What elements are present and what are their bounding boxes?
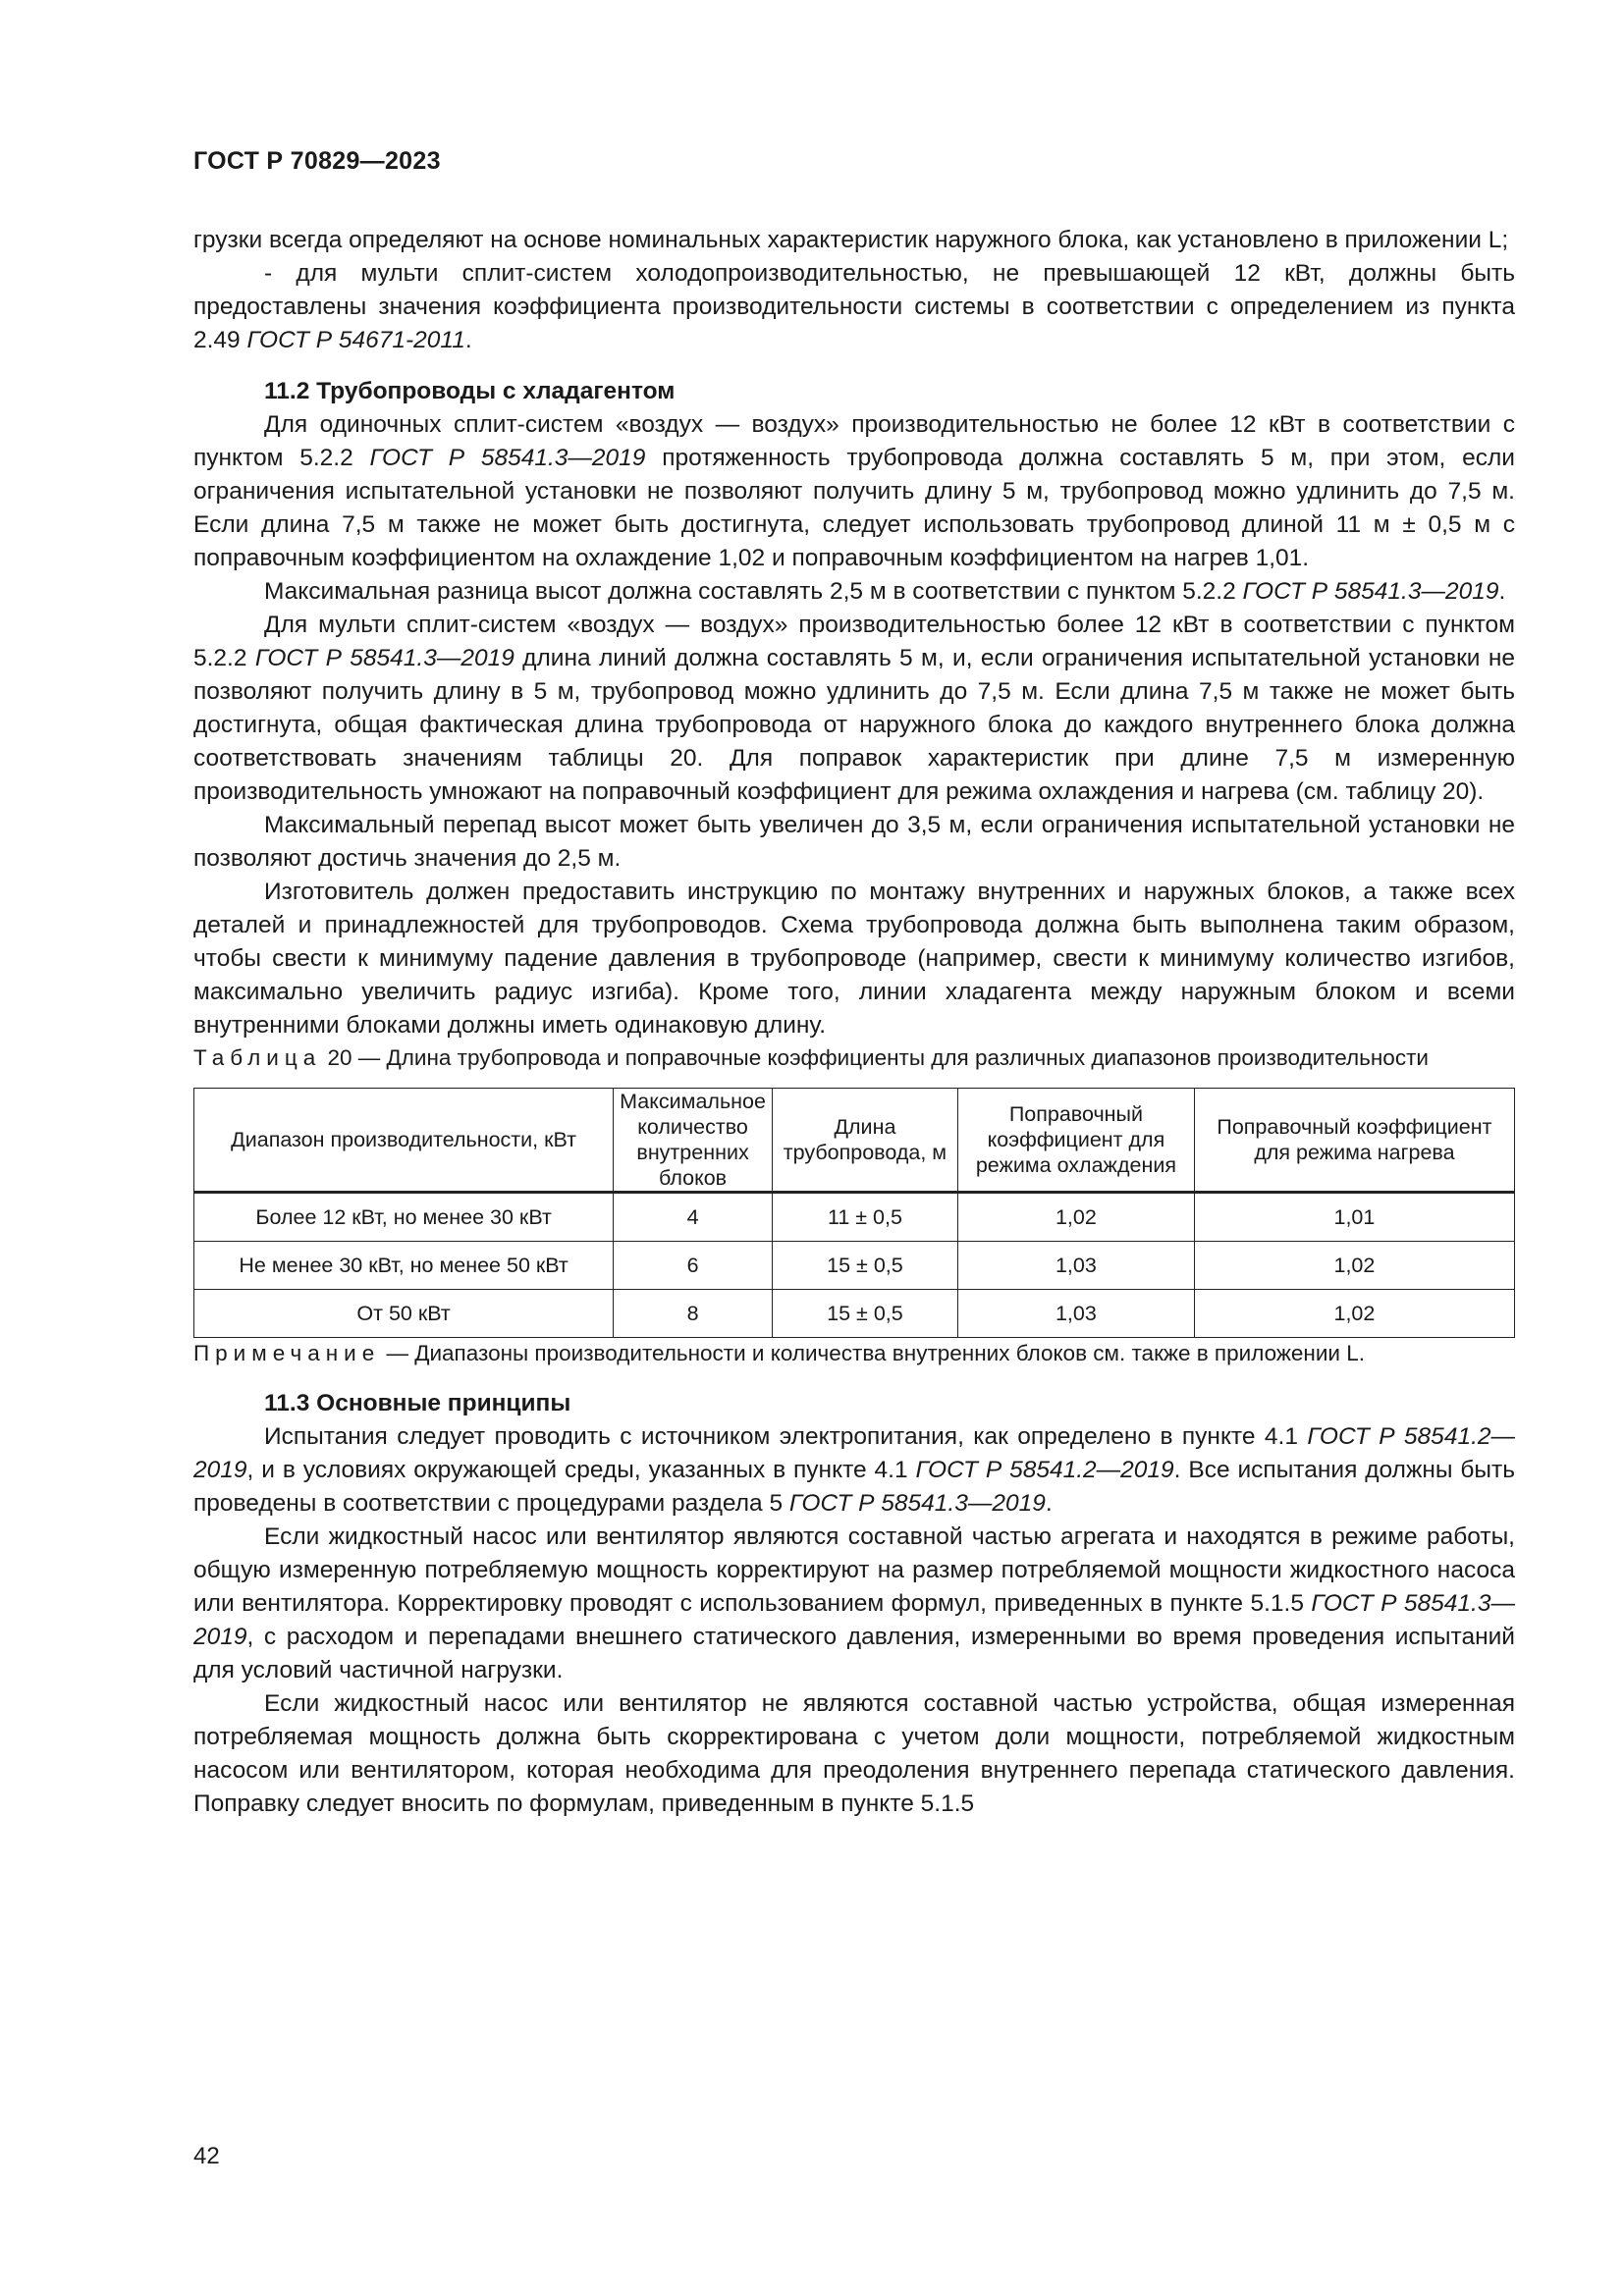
table-row (194, 1290, 1515, 1338)
table-cell: 11 ± 0,5 (772, 1193, 957, 1242)
table-cell: 1,01 (1194, 1193, 1514, 1242)
table-caption-text: 20 — Длина трубопровода и поправочные коэффициенты для различных диапазонов производительности (321, 1045, 1429, 1070)
paragraph (193, 257, 1515, 357)
document-header: ГОСТ Р 70829—2023 (193, 147, 441, 175)
table-cell: Более 12 кВт, но менее 30 кВт (194, 1193, 614, 1242)
table-row (194, 1193, 1515, 1242)
paragraph: Изготовитель должен предоставить инструкцию по монтажу внутренних и наружных блоков, а также всех деталей и принадлежностей для трубопроводов. Схема трубопровода должна быть выполнена таким образом, чтобы свести к минимуму падение давления в трубопроводе (например, свести к минимуму количество изгибов, максимально увеличить радиус изгиба). Кроме того, линии хладагента между наружным блоком и всеми внутренними блоками должны иметь одинаковую длину. (193, 879, 1515, 1039)
standard-reference: ГОСТ Р 54671-2011 (246, 327, 465, 353)
table-cell: 8 (614, 1290, 773, 1338)
table-cell: Не менее 30 кВт, но менее 50 кВт (194, 1242, 614, 1290)
table-caption (193, 1042, 1515, 1074)
page-number: 42 (193, 2143, 220, 2169)
table-cell: 6 (614, 1242, 773, 1290)
paragraph: грузки всегда определяют на основе номинальных характеристик наружного блока, как установлено в приложении L; (193, 227, 1509, 253)
table-20 (193, 1088, 1515, 1338)
table-header-cell: Длина трубопровода, м (772, 1089, 957, 1193)
paragraph (193, 609, 1515, 809)
table-cell: 15 ± 0,5 (772, 1242, 957, 1290)
table-header-cell: Поправочный коэффициент для режима охлаждения (957, 1089, 1194, 1193)
text: . (1498, 578, 1506, 605)
text: , и в условиях окружающей среды, указанных в пункте 4.1 (246, 1457, 916, 1483)
table-cell: 1,02 (957, 1193, 1194, 1242)
standard-reference: ГОСТ Р 58541.3—2019 (788, 1490, 1046, 1517)
text: Для одиночных сплит-систем «воздух — воздух» производительностью не более 12 кВт в соответствии с пунктом 5.2.2 (193, 411, 1515, 471)
paragraph (193, 575, 1515, 609)
text: протяженность трубопровода должна составлять 5 м, при этом, если ограничения испытательной установки не позволяют получить длину 5 м, трубопровод можно удлинить до 7,5 м. Если длина 7,5 м также не может быть достигнута, следует использовать трубопровод длиной 11 м ± 0,5 м с поправочным коэффициентом на охлаждение 1,02 и поправочным коэффициентом на нагрев 1,01. (193, 445, 1515, 571)
table-cell: От 50 кВт (194, 1290, 614, 1338)
standard-reference: ГОСТ Р 58541.2—2019 (193, 1423, 1515, 1483)
page-content (193, 224, 1515, 1821)
table-cell: 4 (614, 1193, 773, 1242)
table-header-cell: Поправочный коэффициент для режима нагрева (1194, 1089, 1514, 1193)
text: - для мульти сплит-систем холодопроизводительностью, не превышающей 12 кВт, должны быть предоставлены значения коэффициента производительности системы в соответствии с определением из пункта 2.49 (193, 260, 1515, 353)
text: Испытания следует проводить с источником электропитания, как определено в пункте 4.1 (264, 1423, 1308, 1450)
table-cell: 15 ± 0,5 (772, 1290, 957, 1338)
text: Если жидкостный насос или вентилятор являются составной частью агрегата и находятся в режиме работы, общую измеренную потребляемую мощность корректируют на размер потребляемой мощности жидкостного насоса или вентилятора. Корректировку проводят с использованием формул, приведенных в пункте 5.1.5 (193, 1523, 1515, 1617)
text: . (1045, 1490, 1053, 1517)
paragraph (193, 1521, 1515, 1687)
paragraph (193, 1420, 1515, 1521)
text: . Все испытания должны быть проведены в соответствии с процедурами раздела 5 (193, 1457, 1515, 1517)
table-cell: 1,03 (957, 1242, 1194, 1290)
table-header-cell: Диапазон производительности, кВт (194, 1089, 614, 1193)
paragraph (193, 408, 1515, 575)
standard-reference: ГОСТ Р 58541.3—2019 (369, 445, 646, 471)
table-note (193, 1338, 1515, 1369)
table-note-text: — Диапазоны производительности и количества внутренних блоков см. также в приложении L. (380, 1341, 1365, 1365)
table-header-cell: Максимальное количество внутренних блоков (614, 1089, 773, 1193)
section-heading-11-3: 11.3 Основные принципы (264, 1390, 571, 1416)
table-caption-label: Таблица (193, 1045, 322, 1070)
paragraph: Максимальный перепад высот может быть увеличен до 3,5 м, если ограничения испытательной установки не позволяют достичь значения до 2,5 м. (193, 812, 1515, 872)
table-note-label: Примечание (193, 1341, 381, 1365)
text: длина линий должна составлять 5 м, и, если ограничения испытательной установки не позволяют получить длину в 5 м, трубопровод можно удлинить до 7,5 м. Если длина 7,5 м также не может быть достигнута, общая фактическая длина трубопровода от наружного блока до каждого внутреннего блока должна соответствовать значениям таблицы 20. Для поправок характеристик при длине 7,5 м измеренную производительность умножают на поправочный коэффициент для режима охлаждения и нагрева (см. таблицу 20). (193, 645, 1515, 805)
standard-reference: ГОСТ Р 58541.2—2019 (915, 1457, 1174, 1483)
table-row (194, 1242, 1515, 1290)
text: . (464, 327, 472, 353)
table-cell: 1,02 (1194, 1290, 1514, 1338)
standard-reference: ГОСТ Р 58541.3—2019 (193, 1590, 1515, 1650)
section-heading-11-2: 11.2 Трубопроводы с хладагентом (264, 378, 676, 404)
table-cell: 1,02 (1194, 1242, 1514, 1290)
text: Для мульти сплит-систем «воздух — воздух» производительностью более 12 кВт в соответствии с пунктом 5.2.2 (193, 612, 1515, 671)
text: , с расходом и перепадами внешнего статического давления, измеренными во время проведения испытаний для условий частичной нагрузки. (193, 1624, 1515, 1683)
text: Максимальная разница высот должна составлять 2,5 м в соответствии с пунктом 5.2.2 (264, 578, 1243, 605)
standard-reference: ГОСТ Р 58541.3—2019 (254, 645, 514, 671)
standard-reference: ГОСТ Р 58541.3—2019 (1242, 578, 1499, 605)
table-cell: 1,03 (957, 1290, 1194, 1338)
table-header-row (194, 1089, 1515, 1193)
paragraph: Если жидкостный насос или вентилятор не являются составной частью устройства, общая измеренная потребляемая мощность должна быть скорректирована с учетом доли мощности, потребляемой жидкостным насосом или вентилятором, которая необходима для преодоления внутреннего перепада статического давления. Поправку следует вносить по формулам, приведенным в пункте 5.1.5 (193, 1690, 1515, 1817)
